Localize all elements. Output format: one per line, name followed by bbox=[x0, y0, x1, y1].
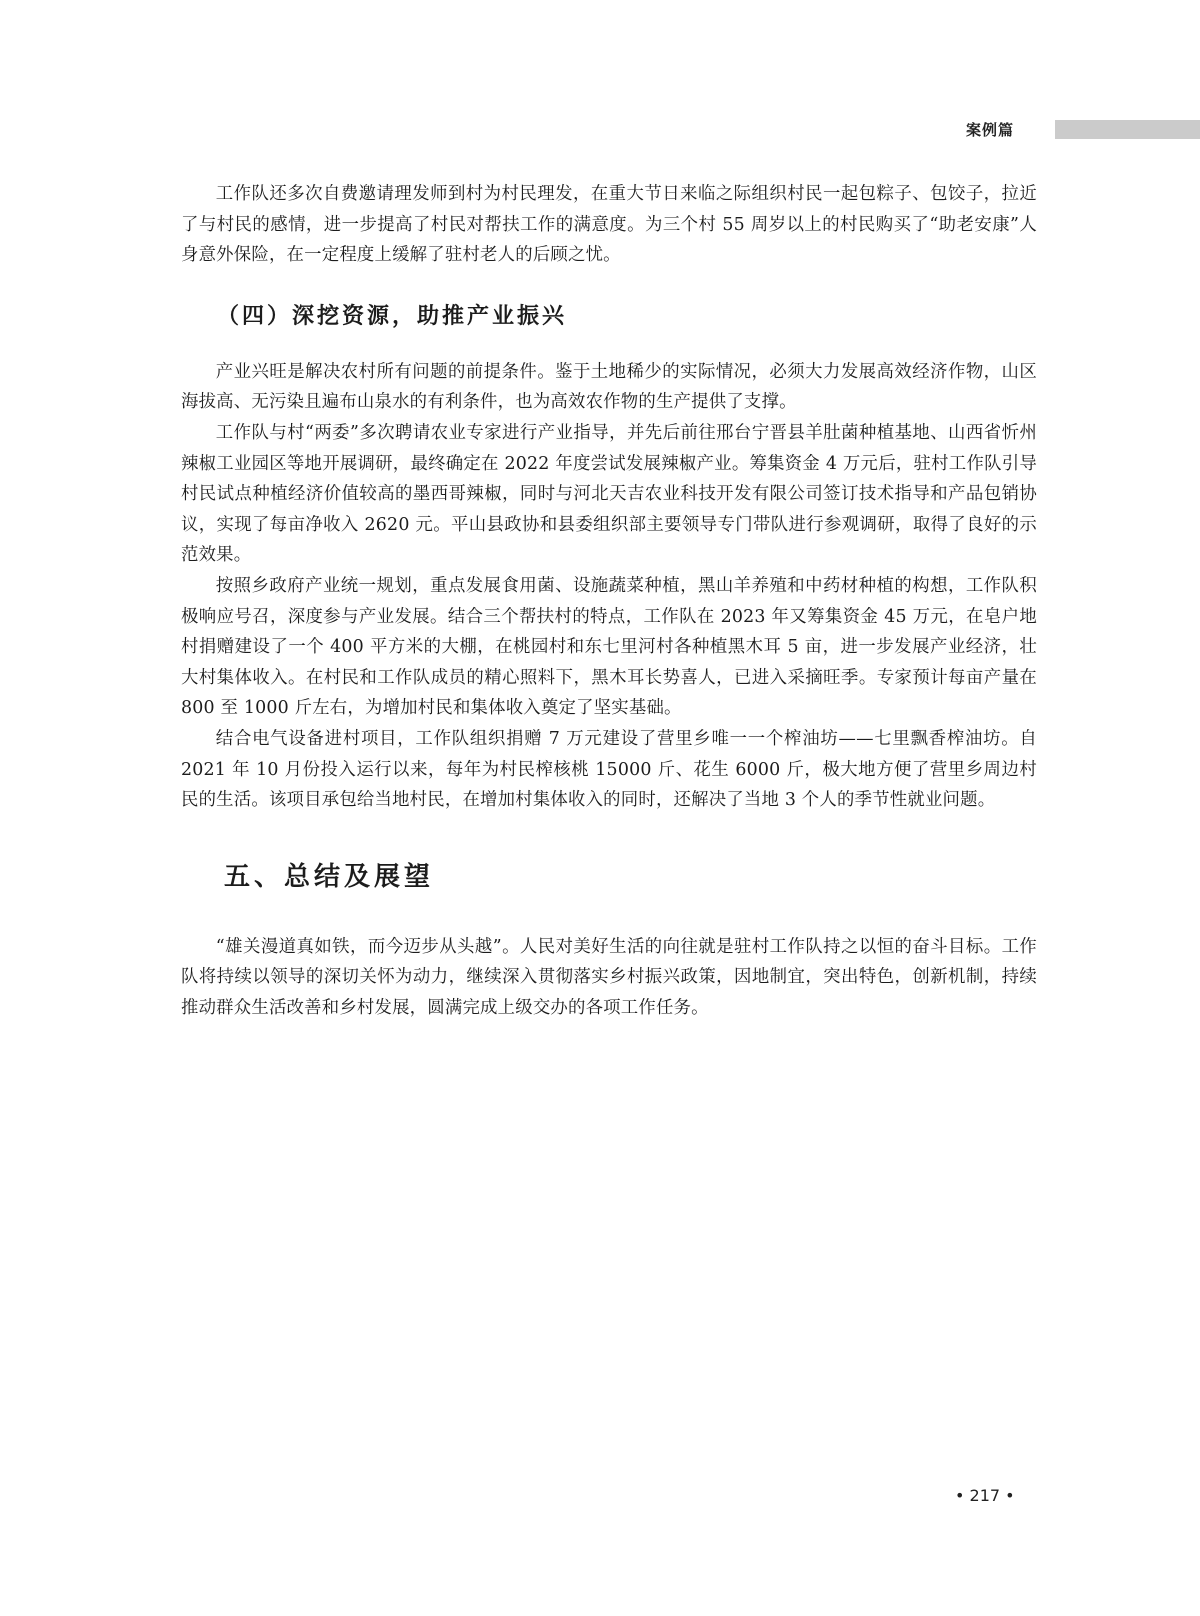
page-body bbox=[181, 179, 1037, 1023]
paragraph: 产业兴旺是解决农村所有问题的前提条件。鉴于土地稀少的实际情况，必须大力发展高效经济作物，山区海拔高、无污染且遍布山泉水的有利条件，也为高效农作物的生产提供了支撑。 bbox=[181, 361, 1037, 413]
paragraph: “雄关漫道真如铁，而今迈步从头越”。人民对美好生活的向往就是驻村工作队持之以恒的奋斗目标。工作队将持续以领导的深切关怀为动力，继续深入贯彻落实乡村振兴政策，因地制宜，突出特色，创新机制，持续推动群众生活改善和乡村发展，圆满完成上级交办的各项工作任务。 bbox=[181, 936, 1037, 1018]
running-header bbox=[0, 117, 1200, 143]
header-bar-decoration bbox=[1055, 120, 1200, 139]
subsection-heading: （四）深挖资源，助推产业振兴 bbox=[217, 302, 568, 329]
paragraph: 工作队还多次自费邀请理发师到村为村民理发，在重大节日来临之际组织村民一起包粽子、包饺子，拉近了与村民的感情，进一步提高了村民对帮扶工作的满意度。为三个村 55 周岁以上的村民购买了“助老安康”人身意外保险，在一定程度上缓解了驻村老人的后顾之忧。 bbox=[181, 184, 1037, 266]
section-heading: 五、总结及展望 bbox=[224, 861, 435, 892]
paragraph: 结合电气设备进村项目，工作队组织捐赠 7 万元建设了营里乡唯一一个榨油坊——七里飘香榨油坊。自 2021 年 10 月份投入运行以来，每年为村民榨核桃 15000 斤、花生 6000 斤，极大地方便了营里乡周边村民的生活。该项目承包给当地村民，在增加村集体收入的同时，还解决了当地 3 个人的季节性就业问题。 bbox=[181, 728, 1037, 811]
section-label: 案例篇 bbox=[966, 121, 1015, 139]
page-number: • 217 • bbox=[955, 1486, 1015, 1505]
paragraph: 工作队与村“两委”多次聘请农业专家进行产业指导，并先后前往邢台宁晋县羊肚菌种植基地、山西省忻州辣椒工业园区等地开展调研，最终确定在 2022 年度尝试发展辣椒产业。筹集资金 4 万元后，驻村工作队引导村民试点种植经济价值较高的墨西哥辣椒，同时与河北天吉农业科技开发有限公司签订技术指导和产品包销协议，实现了每亩净收入 2620 元。平山县政协和县委组织部主要领导专门带队进行参观调研，取得了良好的示范效果。 bbox=[181, 422, 1037, 566]
paragraph: 按照乡政府产业统一规划，重点发展食用菌、设施蔬菜种植，黑山羊养殖和中药材种植的构想，工作队积极响应号召，深度参与产业发展。结合三个帮扶村的特点，工作队在 2023 年又筹集资金 45 万元，在皂户地村捐赠建设了一个 400 平方米的大棚，在桃园村和东七里河村各种植黑木耳 5 亩，进一步发展产业经济，壮大村集体收入。在村民和工作队成员的精心照料下，黑木耳长势喜人，已进入采摘旺季。专家预计每亩产量在 800 至 1000 斤左右，为增加村民和集体收入奠定了坚实基础。 bbox=[181, 575, 1037, 719]
